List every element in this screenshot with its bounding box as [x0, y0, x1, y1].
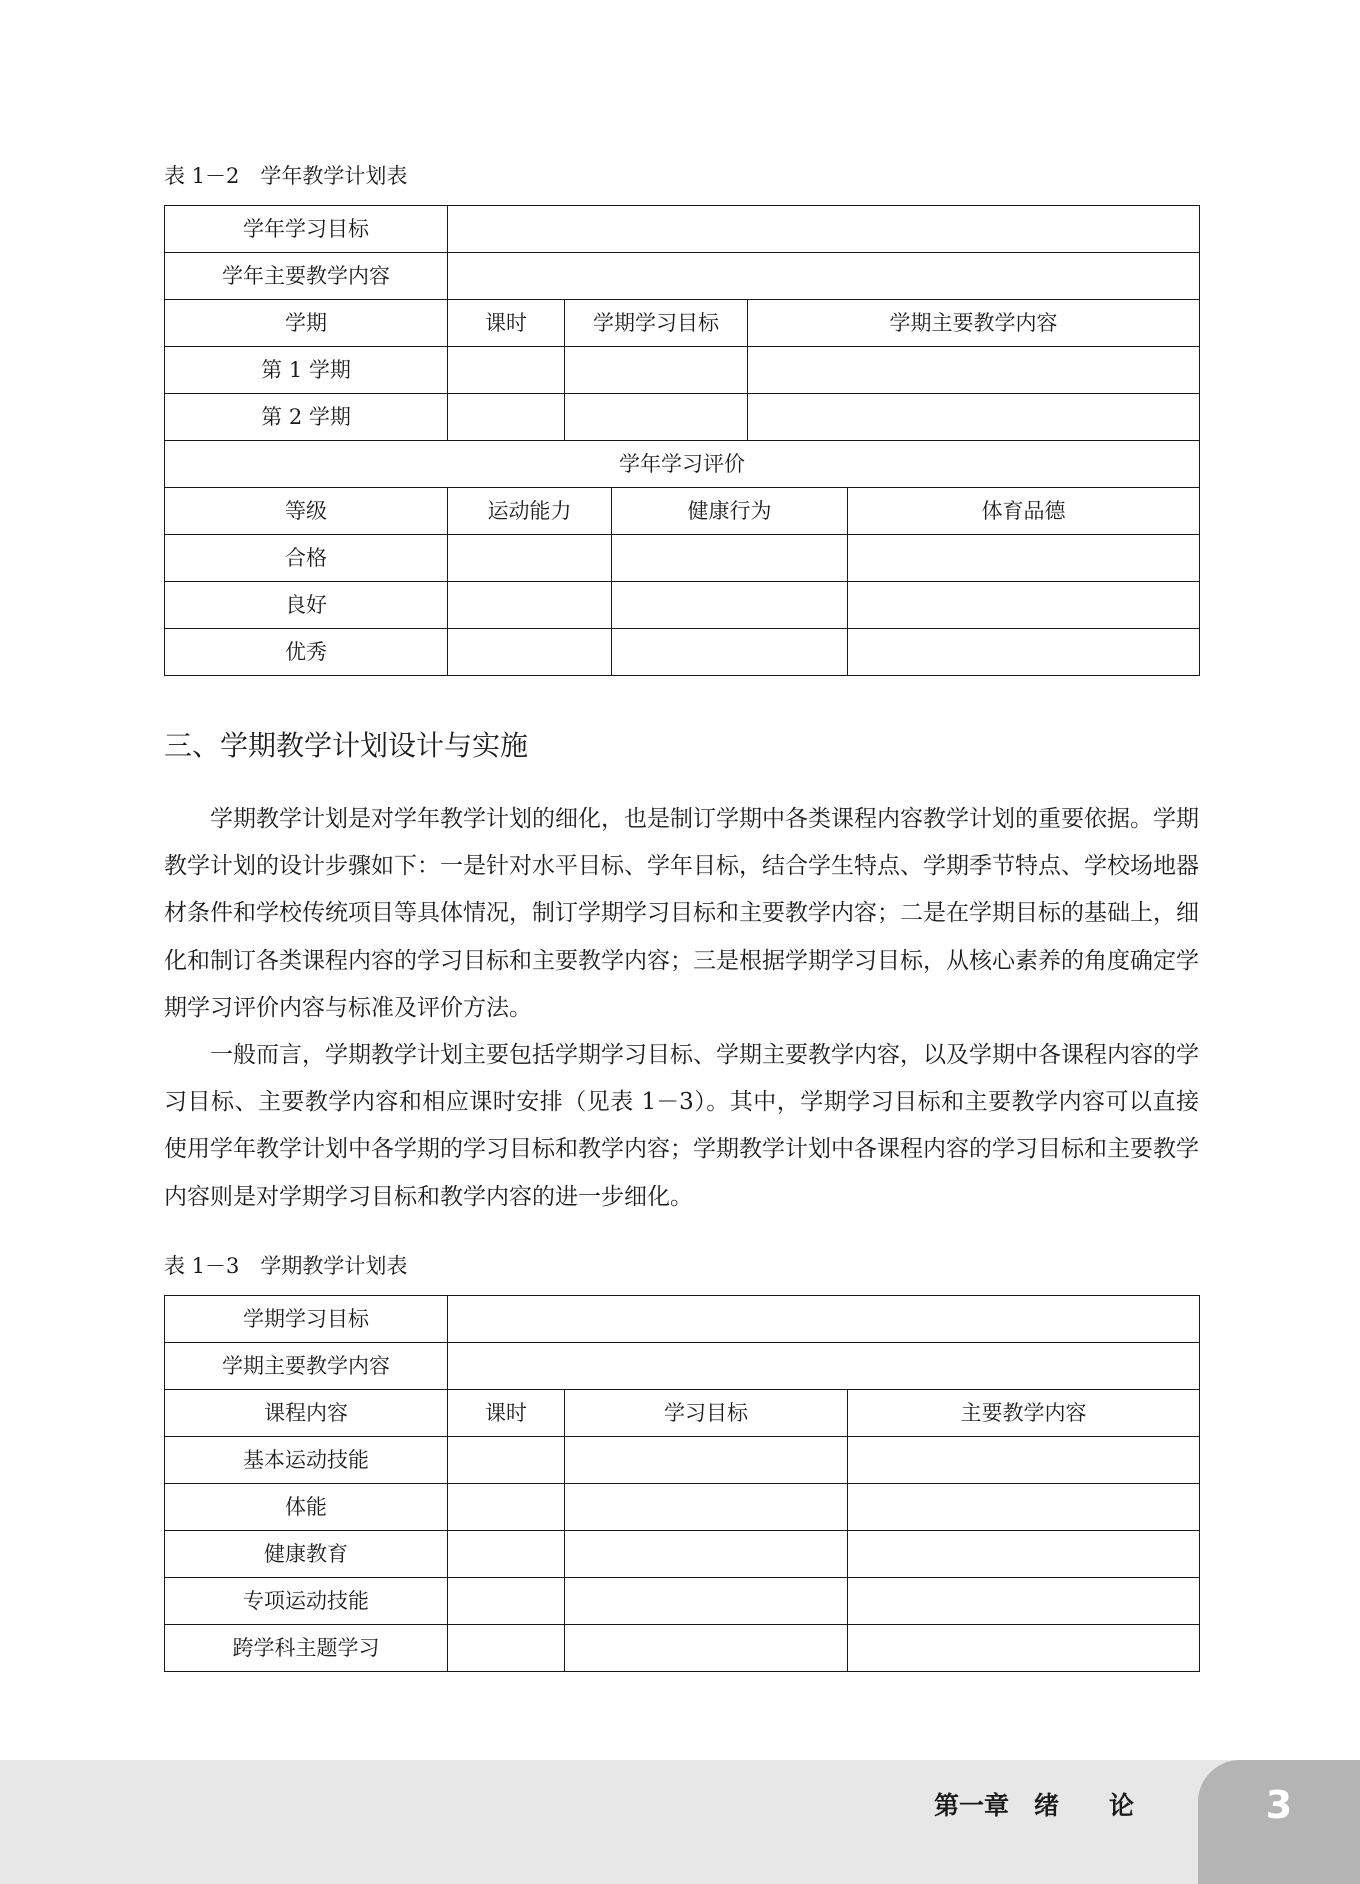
hours-cell: [448, 1484, 565, 1531]
header-term-goal: 学期学习目标: [565, 300, 748, 347]
table-row: [165, 1578, 1200, 1625]
course-label: 基本运动技能: [165, 1437, 448, 1484]
annual-content-label: 学年主要教学内容: [165, 253, 448, 300]
header-grade: 等级: [165, 488, 448, 535]
goal-cell: [565, 1578, 848, 1625]
table-row: [165, 535, 1200, 582]
evaluation-title: 学年学习评价: [165, 441, 1200, 488]
annual-content-cell: [448, 253, 1200, 300]
term-label: 第 1 学期: [165, 347, 448, 394]
table-1-3-caption: 表 1－3 学期教学计划表: [164, 1254, 408, 1278]
morality-cell: [848, 582, 1200, 629]
health-cell: [612, 535, 848, 582]
header-motor-ability: 运动能力: [448, 488, 612, 535]
table-header-row: [165, 488, 1200, 535]
grade-label: 优秀: [165, 629, 448, 676]
term-goal-label: 学期学习目标: [165, 1296, 448, 1343]
table-row: [165, 1343, 1200, 1390]
goal-cell: [565, 1484, 848, 1531]
course-label: 跨学科主题学习: [165, 1625, 448, 1672]
header-hours: 课时: [448, 1390, 565, 1437]
chapter-title: 第一章 绪 论: [933, 1791, 1134, 1820]
content-cell: [848, 1437, 1200, 1484]
table-row: [165, 1531, 1200, 1578]
table-row: [165, 629, 1200, 676]
motor-cell: [448, 582, 612, 629]
term-goal-cell: [448, 1296, 1200, 1343]
hours-cell: [448, 394, 565, 441]
table-header-row: [165, 300, 1200, 347]
goal-cell: [565, 1531, 848, 1578]
section-heading: 三、学期教学计划设计与实施: [164, 729, 529, 762]
goal-cell: [565, 1437, 848, 1484]
motor-cell: [448, 629, 612, 676]
hours-cell: [448, 1578, 565, 1625]
annual-goal-cell: [448, 206, 1200, 253]
body-text: [164, 796, 1199, 1221]
header-hours: 课时: [448, 300, 565, 347]
table-1-2-caption: 表 1－2 学年教学计划表: [164, 164, 408, 188]
course-label: 专项运动技能: [165, 1578, 448, 1625]
term-goal-cell: [565, 347, 748, 394]
table-row: [165, 1296, 1200, 1343]
term-content-cell: [448, 1343, 1200, 1390]
header-health-behavior: 健康行为: [612, 488, 848, 535]
content-cell: [848, 1484, 1200, 1531]
header-term-content: 学期主要教学内容: [748, 300, 1200, 347]
term-goal-cell: [565, 394, 748, 441]
goal-cell: [565, 1625, 848, 1672]
page-number: 3: [1265, 1783, 1293, 1827]
table-row: [165, 347, 1200, 394]
table-row: [165, 1437, 1200, 1484]
motor-cell: [448, 535, 612, 582]
annual-teaching-plan-table: [164, 205, 1200, 676]
hours-cell: [448, 1531, 565, 1578]
table-row: [165, 253, 1200, 300]
health-cell: [612, 582, 848, 629]
paragraph: 一般而言，学期教学计划主要包括学期学习目标、学期主要教学内容，以及学期中各课程内容的学习目标、主要教学内容和相应课时安排（见表 1－3）。其中，学期学习目标和主要教学内容可以直接使用学年教学计划中各学期的学习目标和教学内容；学期教学计划中各课程内容的学习目标和主要教学内容则是对学期学习目标和教学内容的进一步细化。: [164, 1042, 1199, 1210]
header-content: 主要教学内容: [848, 1390, 1200, 1437]
table-row: [165, 206, 1200, 253]
term-teaching-plan-table: [164, 1295, 1200, 1672]
table-row: [165, 582, 1200, 629]
table-row: [165, 394, 1200, 441]
content-cell: [848, 1578, 1200, 1625]
grade-label: 合格: [165, 535, 448, 582]
paragraph: 学期教学计划是对学年教学计划的细化，也是制订学期中各类课程内容教学计划的重要依据。学期教学计划的设计步骤如下：一是针对水平目标、学年目标，结合学生特点、学期季节特点、学校场地器材条件和学校传统项目等具体情况，制订学期学习目标和主要教学内容；二是在学期目标的基础上，细化和制订各类课程内容的学习目标和主要教学内容；三是根据学期学习目标，从核心素养的角度确定学期学习评价内容与标准及评价方法。: [164, 806, 1199, 1021]
footer-band: [0, 1760, 1360, 1884]
term-content-cell: [748, 347, 1200, 394]
header-term: 学期: [165, 300, 448, 347]
table-row: [165, 441, 1200, 488]
course-label: 体能: [165, 1484, 448, 1531]
annual-goal-label: 学年学习目标: [165, 206, 448, 253]
header-course: 课程内容: [165, 1390, 448, 1437]
table-row: [165, 1625, 1200, 1672]
morality-cell: [848, 535, 1200, 582]
course-label: 健康教育: [165, 1531, 448, 1578]
hours-cell: [448, 1437, 565, 1484]
hours-cell: [448, 347, 565, 394]
term-label: 第 2 学期: [165, 394, 448, 441]
content-cell: [848, 1625, 1200, 1672]
table-header-row: [165, 1390, 1200, 1437]
grade-label: 良好: [165, 582, 448, 629]
morality-cell: [848, 629, 1200, 676]
content-cell: [848, 1531, 1200, 1578]
term-content-label: 学期主要教学内容: [165, 1343, 448, 1390]
health-cell: [612, 629, 848, 676]
table-row: [165, 1484, 1200, 1531]
header-sports-morality: 体育品德: [848, 488, 1200, 535]
hours-cell: [448, 1625, 565, 1672]
header-goal: 学习目标: [565, 1390, 848, 1437]
term-content-cell: [748, 394, 1200, 441]
